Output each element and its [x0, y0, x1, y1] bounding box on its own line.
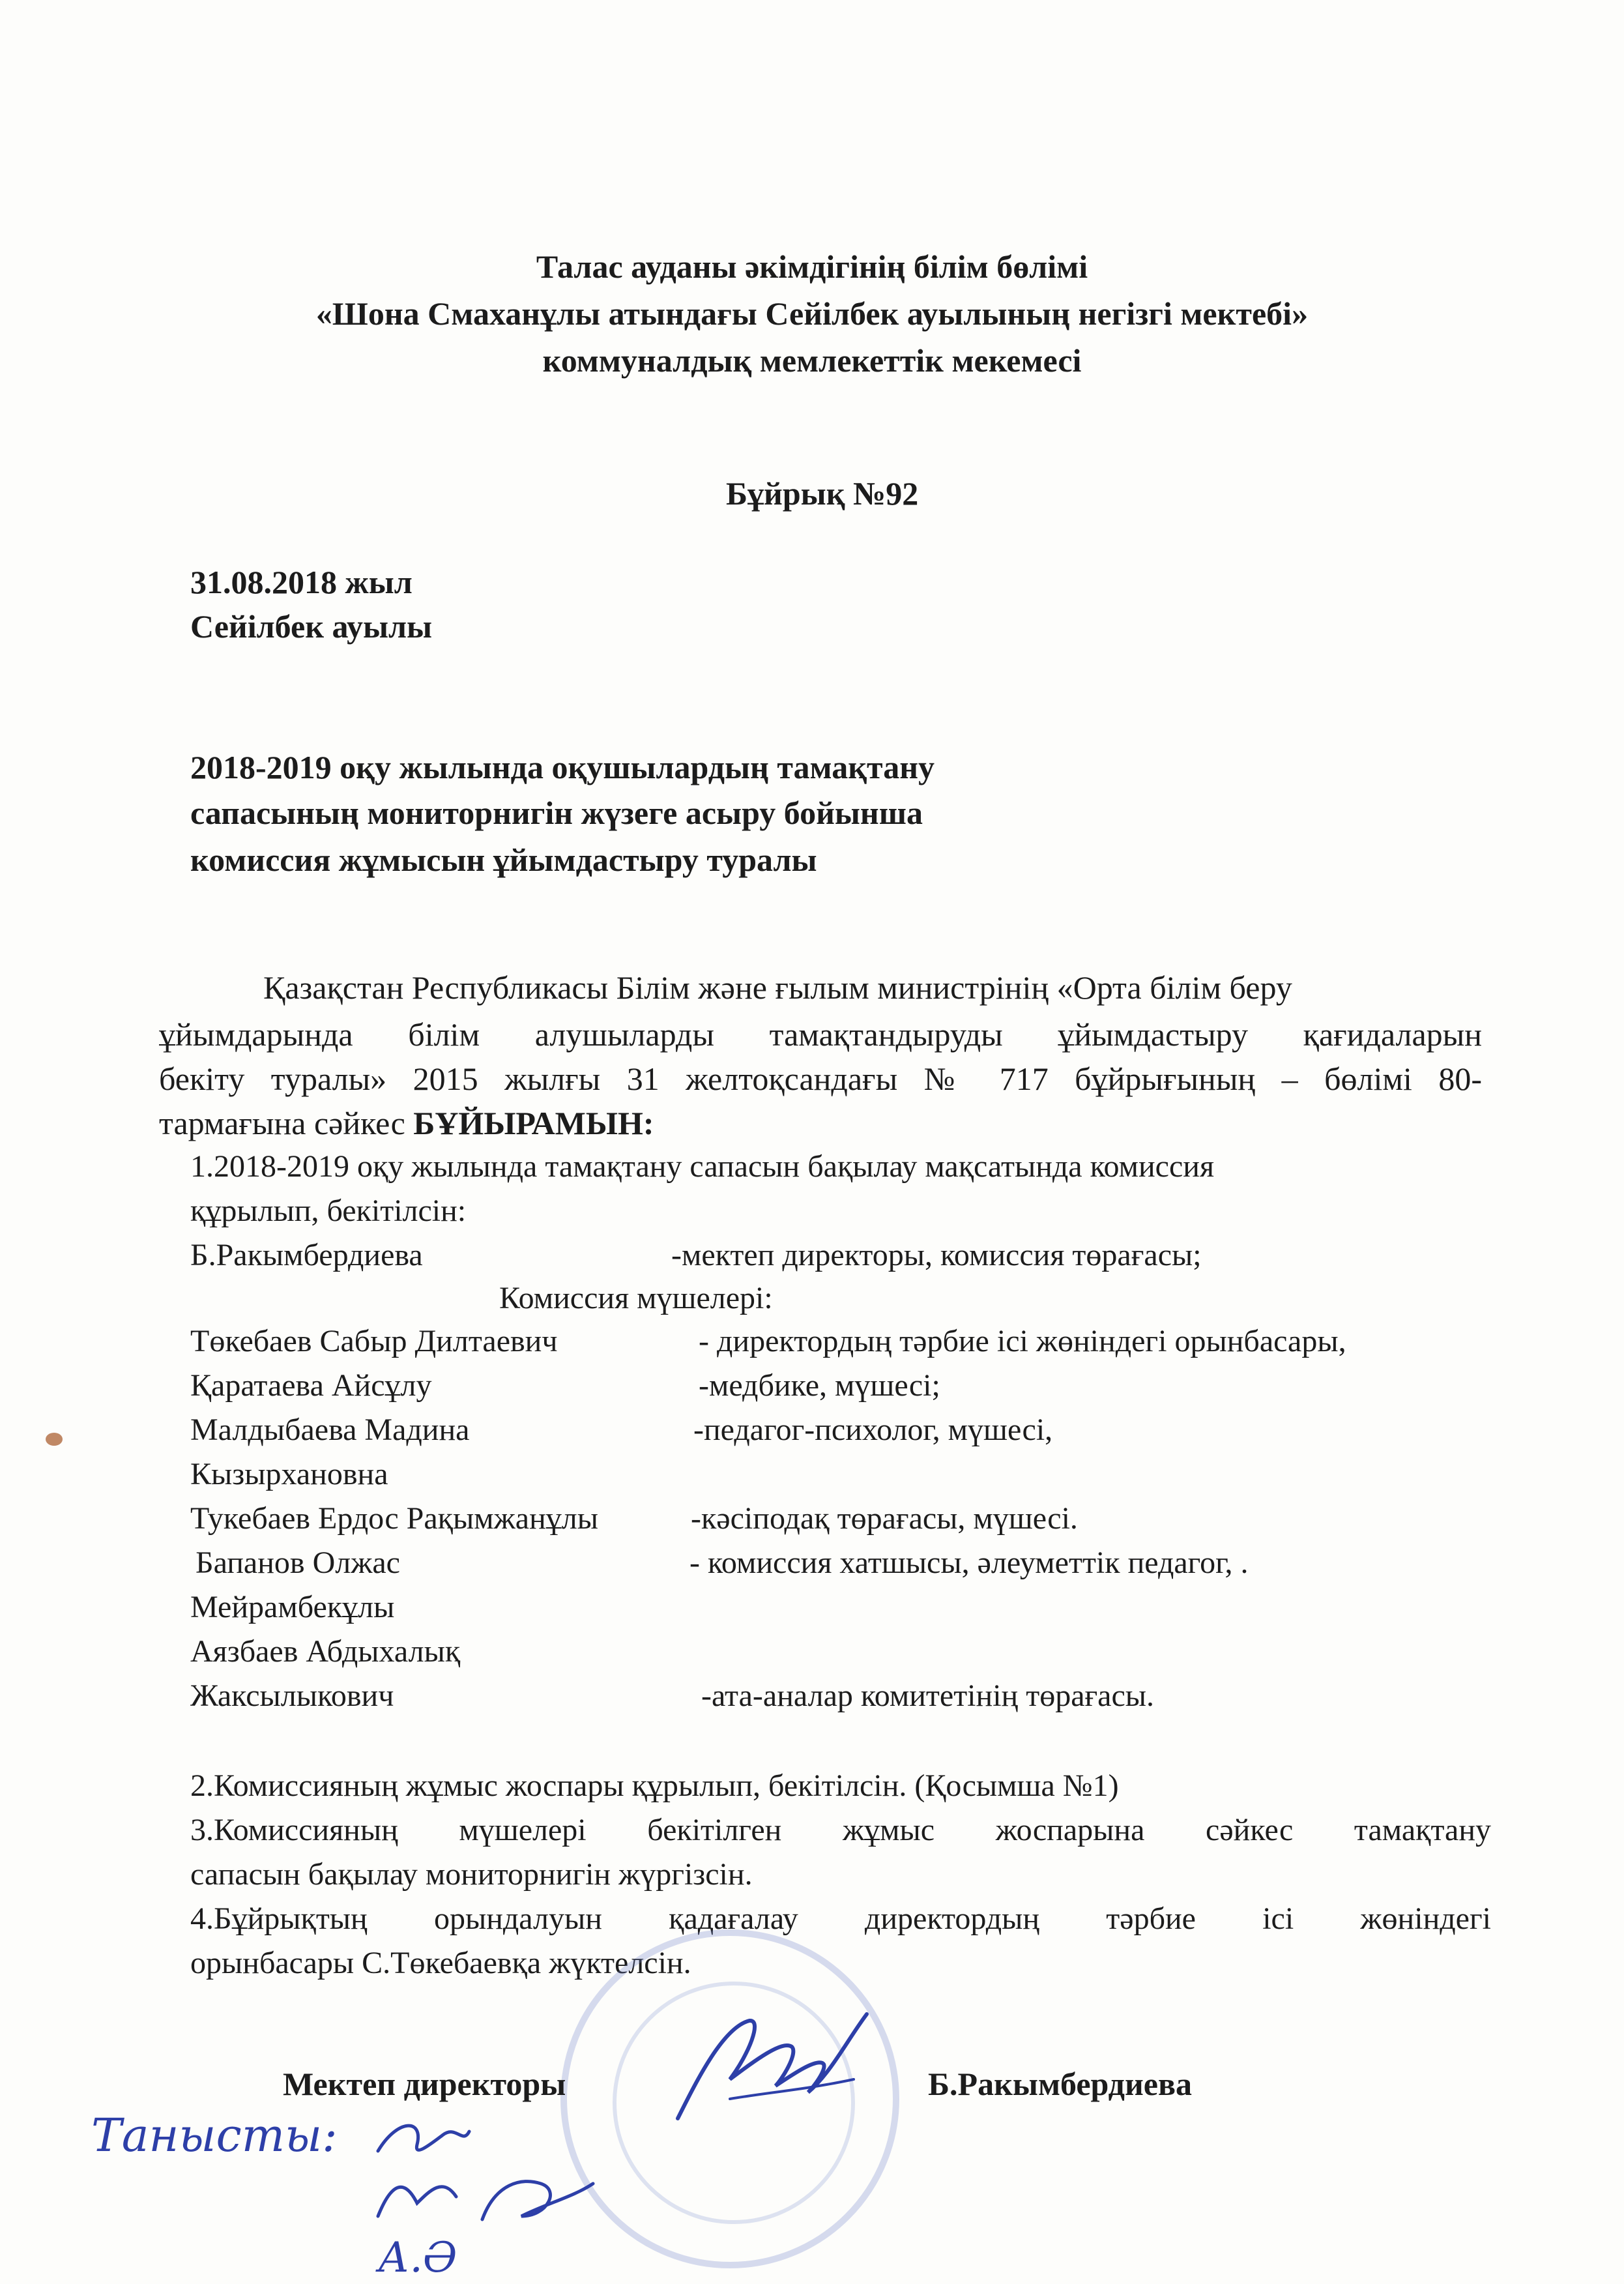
- member-name-cont: Кызырхановна: [190, 1457, 388, 1491]
- order-title: Бұйрық №92: [726, 475, 919, 512]
- header-line-1: Талас ауданы әкімдігінің білім бөлімі: [536, 248, 1088, 285]
- signature-position: Мектеп директоры: [283, 2066, 566, 2102]
- signature-name: Б.Ракымбердиева: [928, 2066, 1192, 2102]
- item-3-line-1: 3.Комиссияның мүшелері бекітілген жұмыс жоспарына сәйкес тамақтану: [190, 1813, 1491, 1847]
- preamble-text: тармағына сәйкес: [159, 1105, 414, 1141]
- member-name: Аязбаев Абдыхалық: [190, 1634, 461, 1669]
- item-1-line-2: құрылып, бекітілсін:: [190, 1193, 467, 1228]
- member-name-cont: Мейрамбекұлы: [190, 1590, 395, 1624]
- preamble-line-1: Қазақстан Республикасы Білім және ғылым министрінің «Орта білім беру: [263, 969, 1292, 1006]
- chair-role: -мектеп директоры, комиссия төрағасы;: [671, 1238, 1202, 1272]
- subject-line-1: 2018-2019 оқу жылында оқушылардың тамақтану: [190, 749, 935, 785]
- subject-line-2: сапасының мониторнигін жүзеге асыру бойынша: [190, 795, 923, 831]
- item-3-line-2: сапасын бақылау мониторнигін жүргізсін.: [190, 1857, 753, 1892]
- item-2: 2.Комиссияның жұмыс жоспары құрылып, бекітілсін. (Қосымша №1): [190, 1768, 1119, 1803]
- member-role: -педагог-психолог, мүшесі,: [693, 1413, 1053, 1447]
- acknowledgement-label: Танысты:: [91, 2109, 338, 2162]
- members-heading: Комиссия мүшелері:: [499, 1281, 773, 1315]
- acknowledgement-handwriting-icon: [91, 2105, 626, 2281]
- member-name: Қаратаева Айсұлу: [190, 1368, 432, 1403]
- order-place: Сейілбек ауылы: [190, 608, 433, 645]
- paper-stain: [46, 1433, 63, 1446]
- subject-line-3: комиссия жұмысын ұйымдастыру туралы: [190, 842, 817, 878]
- director-signature-icon: [652, 2001, 886, 2145]
- item-1-line-1: 1.2018-2019 оқу жылында тамақтану сапасын бақылау мақсатында комиссия: [190, 1149, 1215, 1184]
- item-4-line-1: 4.Бұйрықтың орындалуын қадағалау директордың тәрбие ісі жөніндегі: [190, 1901, 1491, 1936]
- header-line-2: «Шона Смаханұлы атындағы Сейілбек ауылының негізгі мектебі»: [315, 295, 1309, 332]
- member-name: Бапанов Олжас: [196, 1545, 400, 1580]
- member-role: - комиссия хатшысы, әлеуметтік педагог, .: [689, 1545, 1249, 1580]
- preamble-line-3: бекіту туралы» 2015 жылғы 31 желтоқсандағы № 717 бұйрығының – бөлімі 80-: [159, 1061, 1482, 1097]
- chair-name: Б.Ракымбердиева: [190, 1238, 423, 1272]
- member-role: -ата-аналар комитетінің төрағасы.: [701, 1678, 1155, 1713]
- member-name: Төкебаев Сабыр Дилтаевич: [190, 1324, 558, 1358]
- order-directive: БҰЙЫРАМЫН:: [413, 1105, 654, 1141]
- header-line-3: коммуналдық мемлекеттік мекемесі: [542, 342, 1082, 379]
- preamble-line-2: ұйымдарында білім алушыларды тамақтандыруды ұйымдастыру қағидаларын: [159, 1016, 1482, 1053]
- member-role: -кәсіподақ төрағасы, мүшесі.: [691, 1501, 1078, 1536]
- member-role: - директордың тәрбие ісі жөніндегі орынбасары,: [699, 1324, 1346, 1358]
- member-name: Тукебаев Ердос Рақымжанұлы: [190, 1501, 598, 1536]
- acknowledgement-initials: А.Ә: [378, 2234, 457, 2281]
- preamble-line-4: [159, 1104, 654, 1142]
- member-role: -медбике, мүшесі;: [699, 1368, 940, 1403]
- order-date: 31.08.2018 жыл: [190, 564, 413, 600]
- member-name: Малдыбаева Мадина: [190, 1413, 470, 1447]
- member-name-cont: Жаксылыкович: [190, 1678, 394, 1713]
- item-4-line-2: орынбасары С.Төкебаевқа жүктелсін.: [190, 1946, 691, 1980]
